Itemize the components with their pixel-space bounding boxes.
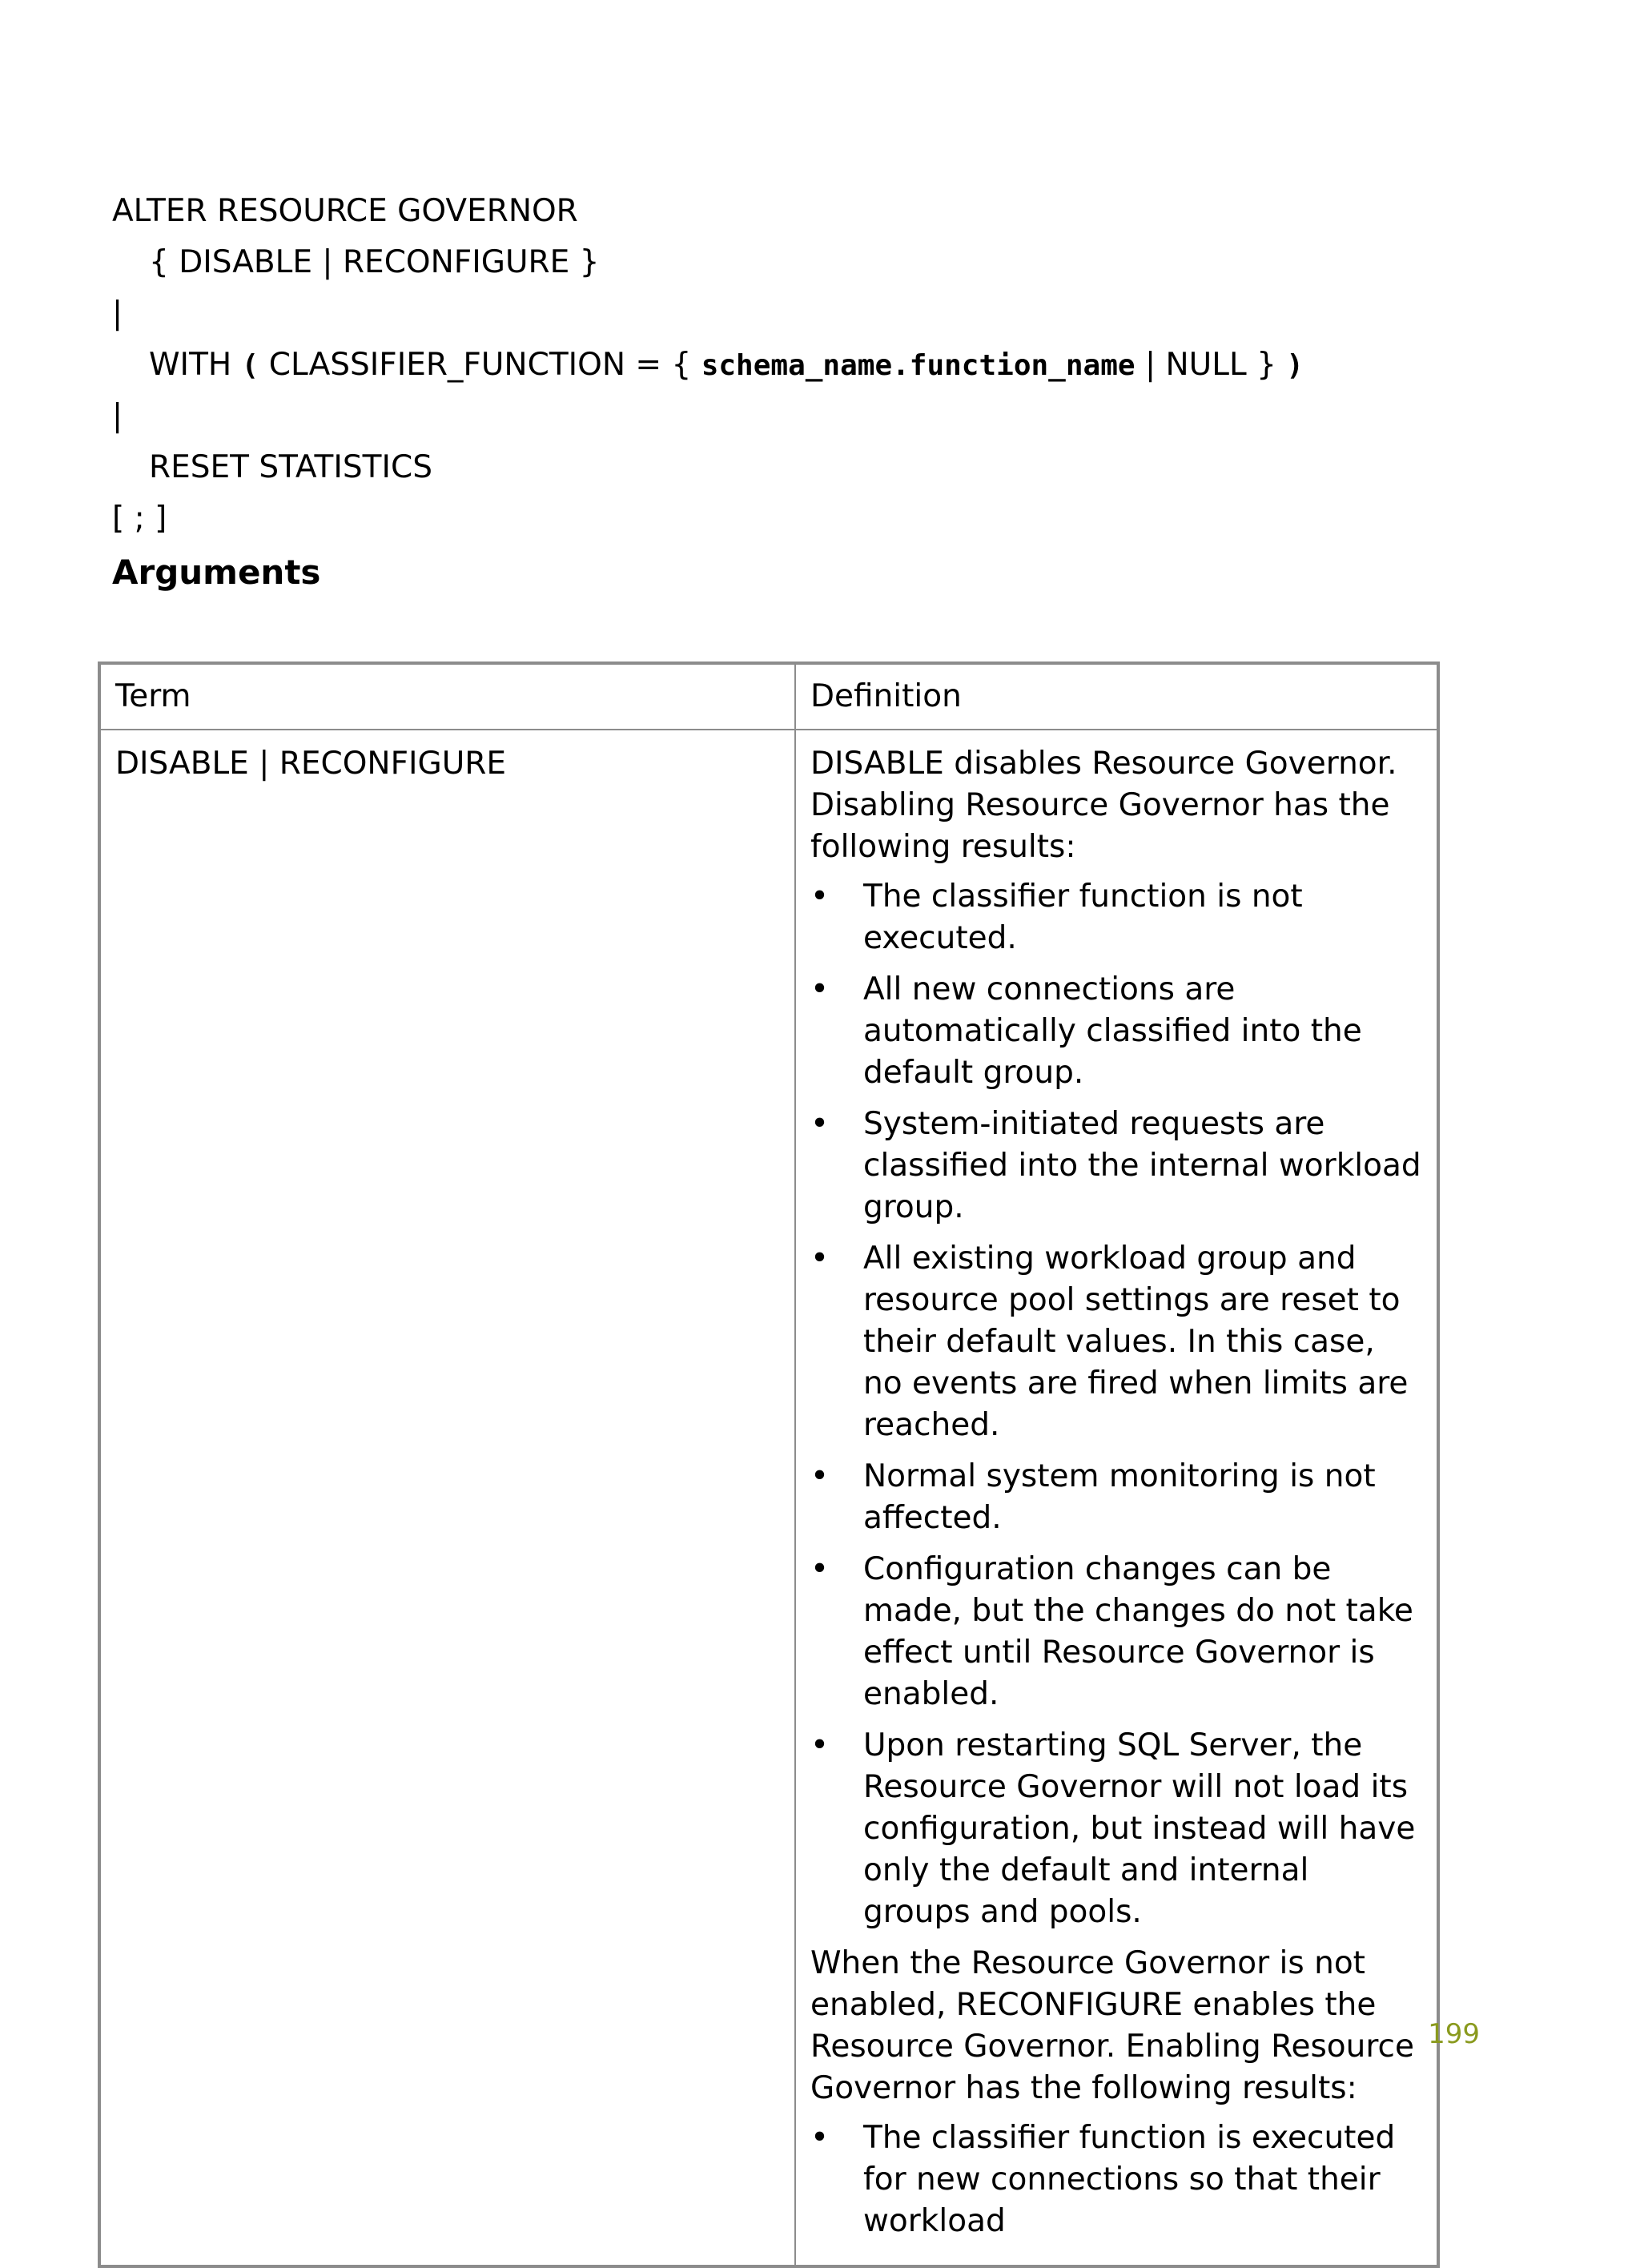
syntax-line-reset: RESET STATISTICS xyxy=(149,449,432,485)
list-item: • System-initiated requests are classified into the internal workload group. xyxy=(810,1104,1422,1228)
syntax-line-disable-reconfigure: { DISABLE | RECONFIGURE } xyxy=(149,244,600,280)
list-item: • The classifier function is executed for new connections so that their workload xyxy=(810,2117,1422,2242)
term-cell: DISABLE | RECONFIGURE xyxy=(99,730,795,2266)
definition-list-disable xyxy=(810,876,1422,1933)
table-header-row xyxy=(99,663,1438,730)
syntax-paren-close: ) xyxy=(1286,349,1304,382)
definition-paragraph: DISABLE disables Resource Governor. Disabling Resource Governor has the following results: xyxy=(810,746,1397,865)
syntax-block xyxy=(112,186,1304,545)
list-item: • Upon restarting SQL Server, the Resource Governor will not load its configuration, but instead will have only the default and internal groups and pools. xyxy=(810,1725,1422,1933)
definition-paragraph: When the Resource Governor is not enabled, RECONFIGURE enables the Resource Governor. Enabling Resource Governor has the following results: xyxy=(810,1945,1414,2106)
syntax-line-alter: ALTER RESOURCE GOVERNOR xyxy=(112,193,578,229)
page-number: 199 xyxy=(1428,2018,1480,2050)
arguments-table xyxy=(98,662,1440,2268)
syntax-paren-open: ( xyxy=(241,349,259,382)
list-item: • Configuration changes can be made, but the changes do not take effect until Resource Governor is enabled. xyxy=(810,1549,1422,1715)
list-item: • Normal system monitoring is not affected. xyxy=(810,1456,1422,1539)
syntax-null: | NULL } xyxy=(1135,347,1287,383)
syntax-line-terminator: [ ; ] xyxy=(112,501,167,537)
syntax-function-name: schema_name.function_name xyxy=(701,349,1136,382)
list-item: • All existing workload group and resource pool settings are reset to their default values. In this case, no events are fired when limits are reached. xyxy=(810,1238,1422,1446)
table-row xyxy=(99,730,1438,2266)
definition-list-reconfigure xyxy=(810,2117,1422,2242)
section-heading: Arguments xyxy=(112,553,321,592)
syntax-classifier: CLASSIFIER_FUNCTION = { xyxy=(259,347,701,383)
header-definition: Definition xyxy=(795,663,1438,730)
syntax-line-with xyxy=(112,340,1304,391)
list-item: • All new connections are automatically classified into the default group. xyxy=(810,969,1422,1094)
list-item: • The classifier function is not executed. xyxy=(810,876,1422,959)
syntax-with-keyword: WITH xyxy=(149,347,242,383)
syntax-pipe: | xyxy=(112,398,123,434)
syntax-pipe: | xyxy=(112,296,123,332)
header-term: Term xyxy=(99,663,795,730)
definition-cell xyxy=(795,730,1438,2266)
